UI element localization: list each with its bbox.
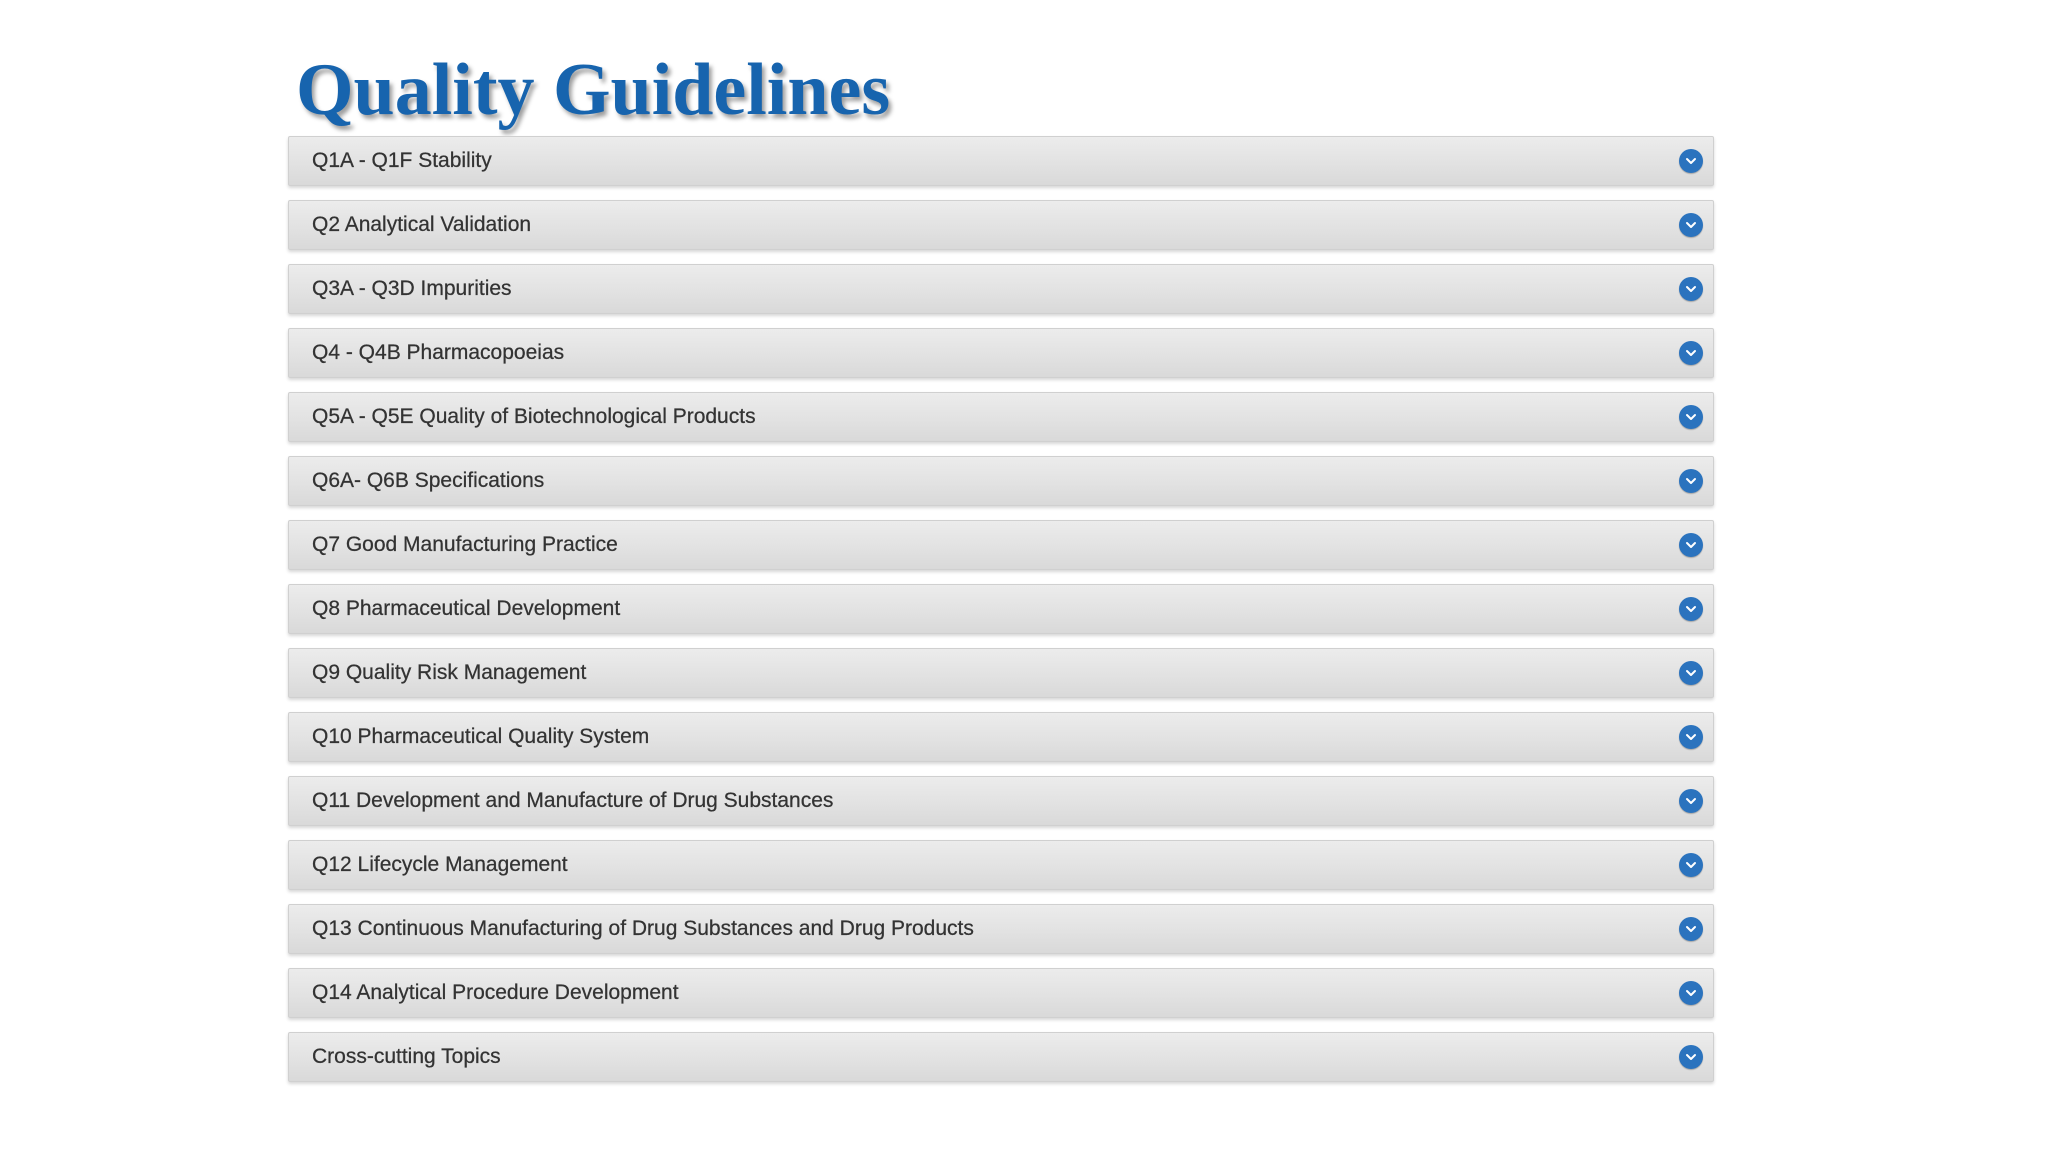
- chevron-down-icon[interactable]: [1679, 917, 1703, 941]
- chevron-down-icon[interactable]: [1679, 341, 1703, 365]
- accordion-item-label: Q11 Development and Manufacture of Drug Substances: [312, 789, 834, 812]
- chevron-down-icon[interactable]: [1679, 277, 1703, 301]
- accordion-item-label: Q14 Analytical Procedure Development: [312, 981, 679, 1004]
- chevron-down-icon[interactable]: [1679, 853, 1703, 877]
- accordion-item[interactable]: [288, 200, 1714, 250]
- accordion-item[interactable]: [288, 1032, 1714, 1082]
- accordion-item[interactable]: [288, 520, 1714, 570]
- accordion-item-label: Q6A- Q6B Specifications: [312, 469, 545, 492]
- accordion-item[interactable]: [288, 392, 1714, 442]
- accordion-item[interactable]: [288, 712, 1714, 762]
- accordion-item-label: Q3A - Q3D Impurities: [312, 277, 512, 300]
- chevron-down-icon[interactable]: [1679, 469, 1703, 493]
- chevron-down-icon[interactable]: [1679, 533, 1703, 557]
- accordion-item-label: Q10 Pharmaceutical Quality System: [312, 725, 650, 748]
- chevron-down-icon[interactable]: [1679, 661, 1703, 685]
- accordion-item[interactable]: [288, 840, 1714, 890]
- accordion-item[interactable]: [288, 264, 1714, 314]
- accordion-item[interactable]: [288, 648, 1714, 698]
- accordion-item[interactable]: [288, 456, 1714, 506]
- accordion-item[interactable]: [288, 136, 1714, 186]
- accordion-item-label: Cross-cutting Topics: [312, 1045, 501, 1068]
- accordion-item-label: Q4 - Q4B Pharmacopoeias: [312, 341, 565, 364]
- chevron-down-icon[interactable]: [1679, 725, 1703, 749]
- accordion-item[interactable]: [288, 584, 1714, 634]
- chevron-down-icon[interactable]: [1679, 405, 1703, 429]
- accordion-item-label: Q2 Analytical Validation: [312, 213, 532, 236]
- accordion-item[interactable]: [288, 328, 1714, 378]
- chevron-down-icon[interactable]: [1679, 1045, 1703, 1069]
- guidelines-accordion: [288, 136, 1714, 1096]
- chevron-down-icon[interactable]: [1679, 597, 1703, 621]
- accordion-item-label: Q13 Continuous Manufacturing of Drug Substances and Drug Products: [312, 917, 974, 940]
- chevron-down-icon[interactable]: [1679, 981, 1703, 1005]
- accordion-item[interactable]: [288, 904, 1714, 954]
- accordion-item[interactable]: [288, 968, 1714, 1018]
- accordion-item-label: Q8 Pharmaceutical Development: [312, 597, 621, 620]
- accordion-item-label: Q1A - Q1F Stability: [312, 149, 492, 172]
- accordion-item-label: Q5A - Q5E Quality of Biotechnological Products: [312, 405, 756, 428]
- chevron-down-icon[interactable]: [1679, 213, 1703, 237]
- chevron-down-icon[interactable]: [1679, 789, 1703, 813]
- accordion-item-label: Q12 Lifecycle Management: [312, 853, 568, 876]
- accordion-item[interactable]: [288, 776, 1714, 826]
- accordion-item-label: Q7 Good Manufacturing Practice: [312, 533, 618, 556]
- page-title: Quality Guidelines: [296, 49, 891, 131]
- chevron-down-icon[interactable]: [1679, 149, 1703, 173]
- accordion-item-label: Q9 Quality Risk Management: [312, 661, 587, 684]
